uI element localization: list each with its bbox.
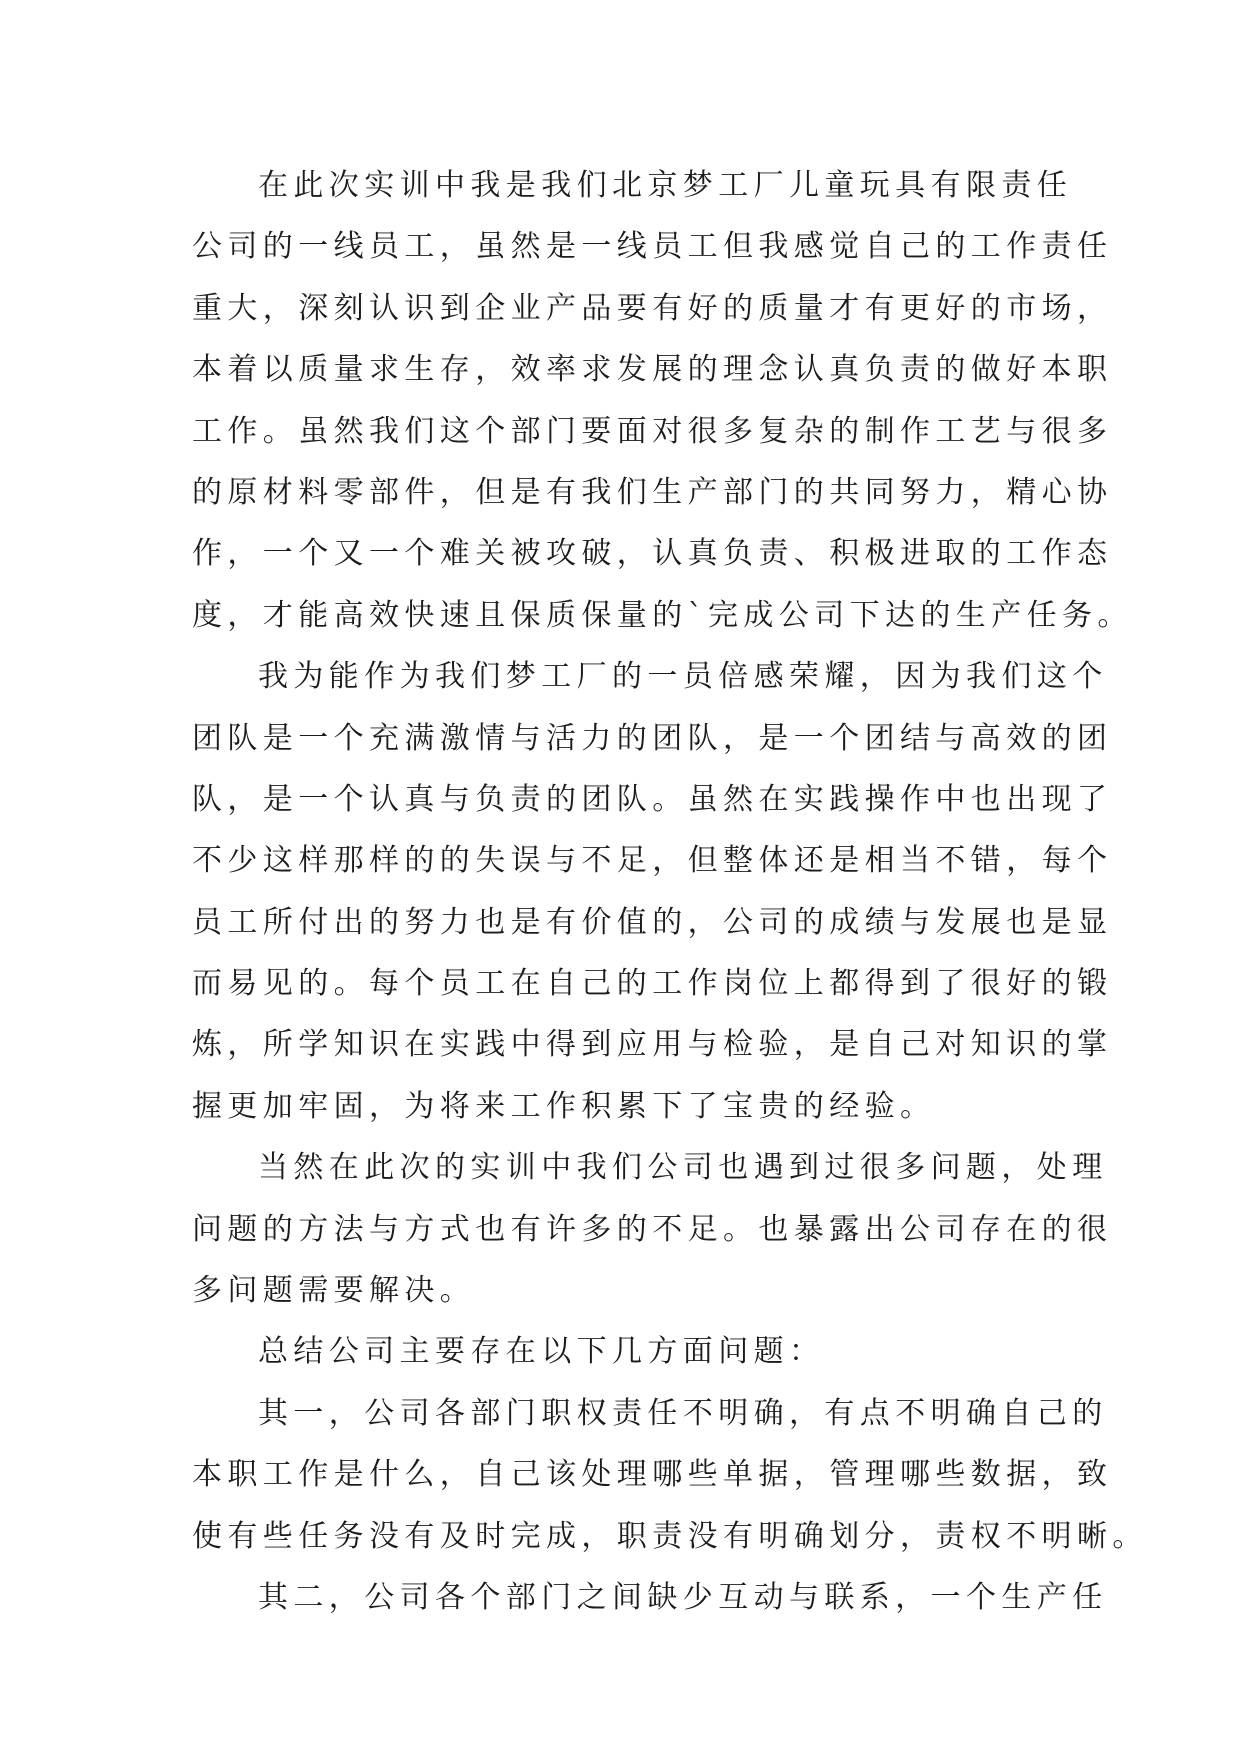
text-line: 其一，公司各部门职权责任不明确，有点不明确自己的: [258, 1395, 1108, 1431]
text-line: 总结公司主要存在以下几方面问题：: [258, 1334, 825, 1370]
text-line: 重大，深刻认识到企业产品要有好的质量才有更好的市场，: [192, 290, 1113, 326]
text-line: 多问题需要解决。: [192, 1273, 476, 1309]
text-line: 的原材料零部件，但是有我们生产部门的共同努力，精心协: [192, 474, 1113, 510]
text-line: 不少这样那样的的失误与不足，但整体还是相当不错，每个: [192, 843, 1113, 879]
text-line: 作，一个又一个难关被攻破，认真负责、积极进取的工作态: [192, 536, 1113, 572]
text-line: 在此次实训中我是我们北京梦工厂儿童玩具有限责任: [258, 168, 1073, 203]
text-line: 公司的一线员工，虽然是一线员工但我感觉自己的工作责任: [192, 229, 1113, 265]
document-body: [192, 155, 1148, 1628]
text-line: 工作。虽然我们这个部门要面对很多复杂的制作工艺与很多: [192, 413, 1113, 449]
text-line: 当然在此次的实训中我们公司也遇到过很多问题，处理: [258, 1150, 1108, 1186]
text-line: 团队是一个充满激情与活力的团队，是一个团结与高效的团: [192, 720, 1113, 756]
text-line: 而易见的。每个员工在自己的工作岗位上都得到了很好的锻: [192, 966, 1113, 1002]
text-line: 握更加牢固，为将来工作积累下了宝贵的经验。: [192, 1088, 936, 1124]
text-line: 其二，公司各个部门之间缺少互动与联系，一个生产任: [258, 1579, 1108, 1615]
text-line: 本职工作是什么，自己该处理哪些单据，管理哪些数据，致: [192, 1457, 1113, 1493]
text-line: 我为能作为我们梦工厂的一员倍感荣耀，因为我们这个: [258, 659, 1108, 695]
text-line: 炼，所学知识在实践中得到应用与检验，是自己对知识的掌: [192, 1027, 1113, 1063]
text-line: 员工所付出的努力也是有价值的，公司的成绩与发展也是显: [192, 904, 1113, 940]
text-line: 使有些任务没有及时完成，职责没有明确划分，责权不明晰。: [192, 1518, 1148, 1554]
text-line: 队，是一个认真与负责的团队。虽然在实践操作中也出现了: [192, 781, 1113, 817]
text-line: 度，才能高效快速且保质保量的`完成公司下达的生产任务。: [192, 597, 1133, 633]
text-line: 问题的方法与方式也有许多的不足。也暴露出公司存在的很: [192, 1211, 1113, 1247]
text-line: 本着以质量求生存，效率求发展的理念认真负责的做好本职: [192, 352, 1113, 388]
